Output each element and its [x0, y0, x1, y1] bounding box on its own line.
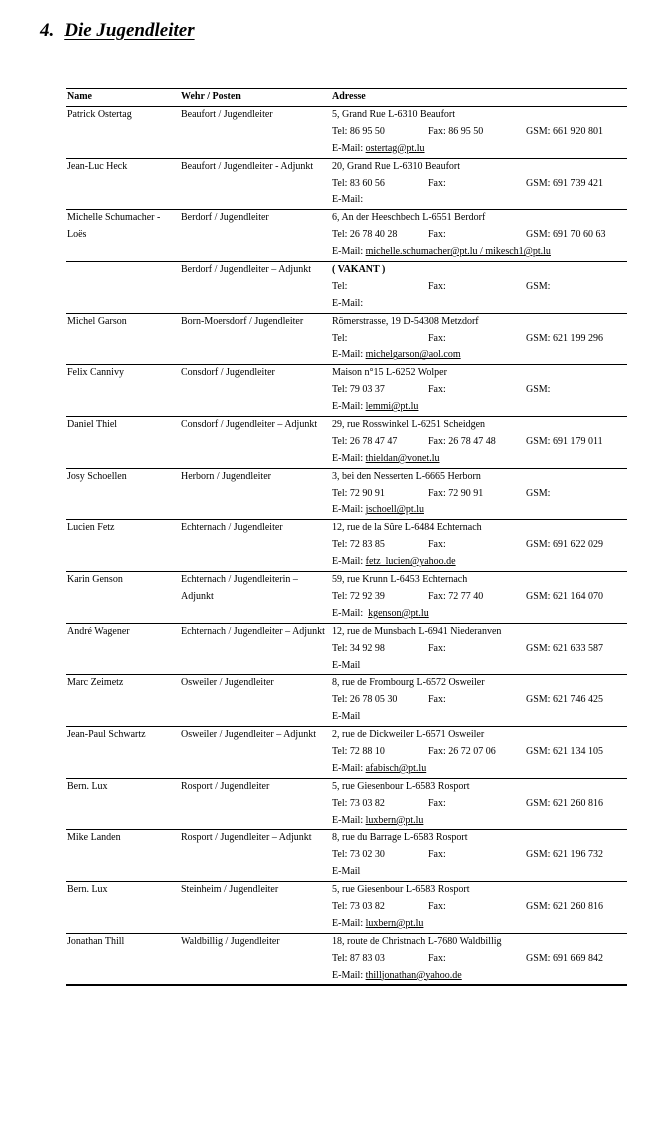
fax-number: Fax: [428, 229, 446, 241]
fax-number: Fax: [428, 952, 446, 964]
leader-address-cell [331, 675, 627, 727]
email-label: E-Mail: [332, 762, 366, 774]
table-row [66, 365, 627, 417]
phone-line [332, 847, 627, 864]
email-line [332, 813, 627, 830]
street-address: 5, rue Giesenbour L-6583 Rosport [332, 780, 470, 792]
phone-number: Tel: 72 92 39 [332, 590, 385, 602]
leader-name: Mike Landen [66, 830, 180, 882]
fax-number: Fax: [428, 797, 446, 809]
phone-line [332, 796, 627, 813]
email-line [332, 296, 627, 313]
fax-number: Fax: 26 78 47 48 [428, 435, 496, 447]
phone-line [332, 331, 627, 348]
phone-line [332, 744, 627, 761]
mobile-number: GSM: 621 196 732 [526, 849, 603, 861]
leader-name: Karin Genson [66, 572, 180, 624]
fax-number: Fax: [428, 332, 446, 344]
street-address: 3, bei den Nesserten L-6665 Herborn [332, 470, 481, 482]
leader-post: Rosport / Jugendleiter – Adjunkt [180, 830, 331, 882]
leader-name: André Wagener [66, 623, 180, 675]
phone-line [332, 279, 627, 296]
leader-address-cell [331, 882, 627, 934]
table-row [66, 830, 627, 882]
mobile-number: GSM: 621 633 587 [526, 642, 603, 654]
section-number: 4. [40, 20, 55, 41]
leader-name: Lucien Fetz [66, 520, 180, 572]
email-line [332, 451, 627, 468]
youth-leaders-table [66, 88, 627, 986]
email-link[interactable]: ostertag@pt.lu [365, 142, 425, 154]
phone-line [332, 589, 627, 606]
email-line [332, 347, 627, 364]
street-address: 29, rue Rosswinkel L-6251 Scheidgen [332, 419, 486, 431]
fax-number: Fax: [428, 694, 446, 706]
leader-post: Berdorf / Jugendleiter – Adjunkt [180, 262, 331, 314]
table-row [66, 778, 627, 830]
email-line [332, 864, 627, 881]
email-line [332, 968, 627, 985]
phone-number: Tel: 79 03 37 [332, 384, 385, 396]
phone-line [332, 899, 627, 916]
table-row [66, 313, 627, 365]
leader-address-cell [331, 520, 627, 572]
leader-name: Bern. Lux [66, 778, 180, 830]
phone-line [332, 486, 627, 503]
leader-post: Steinheim / Jugendleiter [180, 882, 331, 934]
table-row [66, 158, 627, 210]
phone-line [332, 434, 627, 451]
leader-name: Marc Zeimetz [66, 675, 180, 727]
phone-line [332, 124, 627, 141]
leader-post: Waldbillig / Jugendleiter [180, 933, 331, 985]
phone-number: Tel: 34 92 98 [332, 642, 385, 654]
email-label: E-Mail: [332, 142, 366, 154]
section-heading [40, 20, 195, 42]
email-link[interactable]: luxbern@pt.lu [365, 814, 424, 826]
email-line [332, 502, 627, 519]
leader-name: Bern. Lux [66, 882, 180, 934]
mobile-number: GSM: [526, 280, 551, 292]
mobile-number: GSM: 691 739 421 [526, 177, 603, 189]
fax-number: Fax: 72 90 91 [428, 487, 484, 499]
leader-address-cell [331, 313, 627, 365]
leader-post: Osweiler / Jugendleiter [180, 675, 331, 727]
email-line [332, 141, 627, 158]
phone-number: Tel: 26 78 40 28 [332, 229, 398, 241]
leader-name: Jean-Luc Heck [66, 158, 180, 210]
leader-post: Berdorf / Jugendleiter [180, 210, 331, 262]
phone-number: Tel: 73 03 82 [332, 797, 385, 809]
leader-name [66, 262, 180, 314]
mobile-number: GSM: 621 260 816 [526, 797, 603, 809]
mobile-number: GSM: 691 70 60 63 [526, 229, 606, 241]
header-post: Wehr / Posten [180, 89, 331, 107]
leader-post: Beaufort / Jugendleiter [180, 107, 331, 159]
leader-name: Jean-Paul Schwartz [66, 727, 180, 779]
email-link[interactable]: afabisch@pt.lu [365, 762, 427, 774]
email-link[interactable]: kgenson@pt.lu [368, 607, 429, 619]
email-label: E-Mail: [332, 401, 366, 413]
fax-number: Fax: [428, 280, 446, 292]
email-label: E-Mail: [332, 504, 366, 516]
leader-name: Michel Garson [66, 313, 180, 365]
mobile-number: GSM: 661 920 801 [526, 125, 603, 137]
leader-address-cell [331, 778, 627, 830]
leader-address-cell [331, 933, 627, 985]
email-label: E-Mail: [332, 194, 364, 206]
email-line [332, 192, 627, 209]
email-label: E-Mail: [332, 349, 366, 361]
street-address: 59, rue Krunn L-6453 Echternach [332, 574, 468, 586]
table-header-row [66, 89, 627, 107]
leader-address-cell [331, 417, 627, 469]
email-link[interactable]: thilljonathan@yahoo.de [365, 969, 462, 981]
leader-name: Patrick Ostertag [66, 107, 180, 159]
leader-post: Echternach / Jugendleiterin – Adjunkt [180, 572, 331, 624]
email-label: E-Mail: [332, 297, 364, 309]
email-label: E-Mail: [332, 246, 366, 258]
email-label: E-Mail: [332, 607, 369, 619]
leader-post: Herborn / Jugendleiter [180, 468, 331, 520]
fax-number: Fax: [428, 642, 446, 654]
section-title: Die Jugendleiter [64, 20, 195, 41]
table-body [66, 107, 627, 986]
mobile-number: GSM: [526, 384, 551, 396]
leader-post: Beaufort / Jugendleiter - Adjunkt [180, 158, 331, 210]
street-address: 12, rue de la Sûre L-6484 Echternach [332, 522, 482, 534]
leader-post: Consdorf / Jugendleiter – Adjunkt [180, 417, 331, 469]
street-address: 20, Grand Rue L-6310 Beaufort [332, 160, 461, 172]
email-label: E-Mail: [332, 969, 366, 981]
email-line [332, 244, 627, 261]
street-address: 2, rue de Dickweiler L-6571 Osweiler [332, 729, 485, 741]
phone-line [332, 692, 627, 709]
phone-number: Tel: 86 95 50 [332, 125, 385, 137]
phone-number: Tel: 73 02 30 [332, 849, 385, 861]
phone-number: Tel: 87 83 03 [332, 952, 385, 964]
email-label: E-Mail: [332, 917, 366, 929]
email-link[interactable]: michelgarson@aol.com [365, 349, 461, 361]
table-row [66, 933, 627, 985]
fax-number: Fax: [428, 384, 446, 396]
table-row [66, 572, 627, 624]
phone-line [332, 382, 627, 399]
table-row [66, 520, 627, 572]
phone-line [332, 641, 627, 658]
email-line [332, 709, 627, 726]
email-line [332, 658, 627, 675]
phone-number: Tel: [332, 332, 348, 344]
email-link[interactable]: thieldan@vonet.lu [365, 452, 440, 464]
leader-address-cell [331, 572, 627, 624]
email-link[interactable]: michelle.schumacher@pt.lu / mikesch1@pt.lu [365, 246, 551, 258]
header-name: Name [66, 89, 180, 107]
leader-post: Echternach / Jugendleiter [180, 520, 331, 572]
email-label: E-Mail [332, 711, 361, 723]
street-address: 18, route de Christnach L-7680 Waldbillig [332, 935, 502, 947]
phone-number: Tel: 73 03 82 [332, 900, 385, 912]
phone-number: Tel: [332, 280, 348, 292]
street-address: 5, Grand Rue L-6310 Beaufort [332, 109, 456, 120]
street-address: 8, rue du Barrage L-6583 Rosport [332, 832, 468, 844]
table-row [66, 727, 627, 779]
mobile-number: GSM: 691 622 029 [526, 539, 603, 551]
email-line [332, 606, 627, 623]
leader-address-cell [331, 158, 627, 210]
mobile-number: GSM: 621 164 070 [526, 590, 603, 602]
leader-address-cell [331, 468, 627, 520]
street-address: 8, rue de Frombourg L-6572 Osweiler [332, 677, 485, 689]
email-line [332, 399, 627, 416]
leader-address-cell [331, 830, 627, 882]
phone-line [332, 951, 627, 968]
table-row [66, 107, 627, 159]
leader-name: Daniel Thiel [66, 417, 180, 469]
table-row [66, 882, 627, 934]
leader-name: Felix Cannivy [66, 365, 180, 417]
phone-line [332, 176, 627, 193]
leader-post: Rosport / Jugendleiter [180, 778, 331, 830]
email-link[interactable]: luxbern@pt.lu [365, 917, 424, 929]
fax-number: Fax: [428, 539, 446, 551]
street-address: 6, An der Heeschbech L-6551 Berdorf [332, 212, 486, 224]
phone-line [332, 227, 627, 244]
street-address: Römerstrasse, 19 D-54308 Metzdorf [332, 315, 479, 327]
email-label: E-Mail: [332, 452, 366, 464]
fax-number: Fax: [428, 177, 446, 189]
table-row [66, 468, 627, 520]
table-row [66, 210, 627, 262]
leader-post: Consdorf / Jugendleiter [180, 365, 331, 417]
leader-name: Josy Schoellen [66, 468, 180, 520]
leader-address-cell [331, 727, 627, 779]
mobile-number: GSM: 621 746 425 [526, 694, 603, 706]
fax-number: Fax: 72 77 40 [428, 590, 484, 602]
table-row [66, 675, 627, 727]
fax-number: Fax: [428, 900, 446, 912]
header-address: Adresse [331, 89, 627, 107]
phone-number: Tel: 72 90 91 [332, 487, 385, 499]
street-address: ( VAKANT ) [332, 264, 386, 276]
email-line [332, 554, 627, 571]
phone-number: Tel: 26 78 05 30 [332, 694, 398, 706]
phone-number: Tel: 72 88 10 [332, 745, 385, 757]
leader-name: Michelle Schumacher - Loës [66, 210, 180, 262]
phone-line [332, 537, 627, 554]
email-link[interactable]: fetz_lucien@yahoo.de [365, 556, 456, 568]
leader-post: Osweiler / Jugendleiter – Adjunkt [180, 727, 331, 779]
email-link[interactable]: jschoell@pt.lu [365, 504, 424, 516]
mobile-number: GSM: 691 179 011 [526, 435, 603, 447]
leader-post: Born-Moersdorf / Jugendleiter [180, 313, 331, 365]
email-label: E-Mail: [332, 556, 366, 568]
fax-number: Fax: 86 95 50 [428, 125, 484, 137]
mobile-number: GSM: [526, 487, 551, 499]
mobile-number: GSM: 621 134 105 [526, 745, 603, 757]
mobile-number: GSM: 621 260 816 [526, 900, 603, 912]
email-link[interactable]: lemmi@pt.lu [365, 401, 419, 413]
table-row [66, 417, 627, 469]
email-label: E-Mail: [332, 814, 366, 826]
leader-address-cell [331, 210, 627, 262]
leader-address-cell [331, 623, 627, 675]
leader-post: Echternach / Jugendleiter – Adjunkt [180, 623, 331, 675]
phone-number: Tel: 83 60 56 [332, 177, 385, 189]
mobile-number: GSM: 691 669 842 [526, 952, 603, 964]
email-line [332, 761, 627, 778]
email-label: E-Mail [332, 866, 361, 878]
street-address: 12, rue de Munsbach L-6941 Niederanven [332, 625, 502, 637]
leader-address-cell [331, 262, 627, 314]
street-address: Maison n°15 L-6252 Wolper [332, 367, 447, 379]
mobile-number: GSM: 621 199 296 [526, 332, 603, 344]
leader-address-cell [331, 107, 627, 159]
phone-number: Tel: 72 83 85 [332, 539, 385, 551]
street-address: 5, rue Giesenbour L-6583 Rosport [332, 884, 470, 896]
fax-number: Fax: 26 72 07 06 [428, 745, 496, 757]
table-row [66, 262, 627, 314]
phone-number: Tel: 26 78 47 47 [332, 435, 398, 447]
fax-number: Fax: [428, 849, 446, 861]
leader-address-cell [331, 365, 627, 417]
email-label: E-Mail [332, 659, 361, 671]
table-row [66, 623, 627, 675]
leader-name: Jonathan Thill [66, 933, 180, 985]
email-line [332, 916, 627, 933]
